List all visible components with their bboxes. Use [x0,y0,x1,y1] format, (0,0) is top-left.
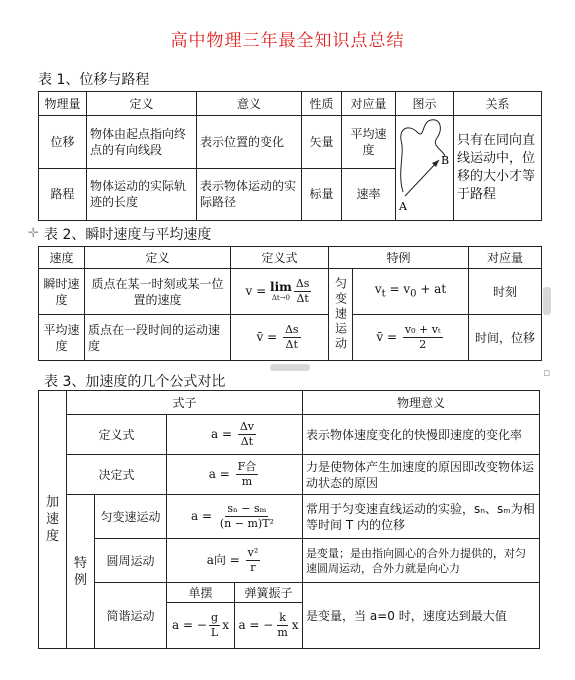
move-handle-icon[interactable]: ✛ [28,226,39,241]
t2-row-average-name: 平均速度 [39,315,85,361]
table3-caption: 表 3、加速度的几个公式对比 [44,374,226,390]
fraction [275,611,289,640]
t1-header-definition: 定义 [87,92,197,116]
point-a-label: A [398,200,407,213]
formula-lhs: a = [191,509,216,523]
denominator: Δt [296,292,309,305]
t1-header-quantity: 物理量 [39,92,87,116]
t1-row-distance-corresponding: 速率 [342,168,396,221]
t3-pendulum-formula [167,603,235,649]
t2-special-average-formula [353,315,469,361]
t1-row-displacement-name: 位移 [39,116,87,169]
t1-header-nature: 性质 [302,92,342,116]
t1-header-corresponding: 对应量 [342,92,396,116]
t1-row-displacement-meaning: 表示位置的变化 [197,116,302,169]
lim-word: lim [270,279,292,294]
t3-uniform-label: 匀变速运动 [95,495,167,539]
numerator: Δs [284,323,299,336]
t3-circular-label: 圆周运动 [95,539,167,583]
table1-caption: 表 1、位移与路程 [38,72,150,88]
fraction [238,420,256,449]
fraction [236,460,259,489]
t3-spring-label: 弹簧振子 [235,583,303,603]
t2-row-instant-corresponding: 时刻 [469,269,542,315]
t2-special-instant-formula [353,269,469,315]
fraction [218,502,276,531]
numerator: F合 [237,460,257,473]
t3-spring-formula [235,603,303,649]
table1 [38,91,542,221]
formula-lhs: a = − [172,618,207,632]
t3-pendulum-label: 单摆 [167,583,235,603]
t1-header-diagram: 图示 [396,92,454,116]
t2-header-special: 特例 [329,247,469,269]
t3-row-label-cell [39,391,67,649]
t3-header-formula: 式子 [67,391,303,415]
t3-decision-label: 决定式 [67,455,167,495]
t2-header-speed: 速度 [39,247,85,269]
corner-resize-icon[interactable]: ▫ [543,366,551,379]
t3-definition-label: 定义式 [67,415,167,455]
denominator: 2 [419,338,427,351]
t1-row-displacement-definition: 物体由起点指向终点的有向线段 [87,116,197,169]
t3-uniform-formula [167,495,303,539]
t2-special-label: 匀变速运动 [333,277,348,352]
plus-at: + at [416,281,447,296]
t3-decision-meaning: 力是使物体产生加速度的原因即改变物体运动状态的原因 [303,455,540,495]
side-scroll-handle[interactable] [543,287,551,315]
denominator: Δt [240,435,254,448]
t2-row-instant-definition: 质点在某一时刻或某一位置的速度 [85,269,231,315]
subscript-t: t [381,288,386,300]
numerator: v₀ + vₜ [404,323,441,336]
denominator: (n − m)T² [219,517,274,530]
numerator: Δv [239,420,255,433]
point-b-label: B [440,154,449,167]
table2 [38,246,542,361]
t1-diagram-cell [396,116,454,221]
numerator: g [211,611,219,624]
variable-x: x [222,618,229,632]
subscript-0: 0 [410,288,417,300]
t1-header-meaning: 意义 [197,92,302,116]
t2-header-definition: 定义 [85,247,231,269]
denominator: m [277,626,288,639]
trajectory-curve [400,120,444,192]
t1-header-relation: 关系 [454,92,542,116]
table2-caption: 表 2、瞬时速度与平均速度 [44,227,212,243]
numerator: v² [247,546,259,559]
path-diagram [397,116,453,216]
t3-definition-formula [167,415,303,455]
t2-row-instant-name: 瞬时速度 [39,269,85,315]
formula-lhs: v̄ = [376,330,401,344]
fraction [283,323,301,352]
denominator: Δt [285,338,298,351]
t1-row-displacement-corresponding: 平均速度 [342,116,396,169]
equals-v: = v [385,281,411,296]
page-title: 高中物理三年最全知识点总结 [170,31,405,51]
t3-harmonic-label: 简谐运动 [95,583,167,649]
denominator: r [250,561,256,574]
fraction [246,546,261,575]
t3-definition-meaning: 表示物体速度变化的快慢即速度的变化率 [303,415,540,455]
lim-subscript: Δt→0 [271,293,291,302]
displacement-arrow [405,160,439,196]
fraction [209,611,220,640]
formula-lhs: v = [245,284,271,298]
t3-circular-meaning: 是变量；是由指向圆心的合外力提供的，对匀速圆周运动，合外力就是向心力 [303,539,540,583]
t1-row-distance-meaning: 表示物体运动的实际路径 [197,168,302,221]
formula-lhs: a = − [238,618,274,632]
numerator: Δs [295,277,310,290]
t2-special-label-cell [329,269,353,361]
bottom-resize-handle[interactable] [270,364,310,371]
t1-row-distance-nature: 标量 [302,168,342,221]
t3-harmonic-meaning: 是变量，当 a=0 时，速度达到最大值 [303,583,540,649]
t2-row-average-corresponding: 时间，位移 [469,315,542,361]
t2-header-formula: 定义式 [231,247,329,269]
table3 [38,390,540,649]
formula-lhs: v̄ = [256,330,281,344]
t2-row-instant-formula [231,269,329,315]
formula-lhs: a = [211,427,236,441]
v-symbol: v [374,281,382,296]
t3-circular-formula [167,539,303,583]
t1-relation: 只有在同向直线运动中，位移的大小才等于路程 [454,116,542,221]
t2-row-average-formula [231,315,329,361]
denominator: L [210,626,219,639]
denominator: m [241,475,253,488]
fraction [294,277,312,306]
t3-special-label-cell [67,495,95,649]
t1-row-distance-name: 路程 [39,168,87,221]
t3-uniform-meaning: 常用于匀变速直线运动的实验，sₙ、sₘ为相等时间 T 内的位移 [303,495,540,539]
t2-row-average-definition: 质点在一段时间的运动速度 [85,315,231,361]
t3-header-meaning: 物理意义 [303,391,540,415]
variable-x: x [291,618,299,632]
t2-header-corresponding: 对应量 [469,247,542,269]
t3-row-label: 加速度 [45,495,59,544]
fraction [403,323,443,352]
limit-operator [270,281,292,303]
formula-lhs: a向 = [206,553,244,567]
formula-lhs: a = [208,467,234,481]
t1-row-distance-definition: 物体运动的实际轨迹的长度 [87,168,197,221]
t3-special-label: 特例 [73,555,87,588]
t1-row-displacement-nature: 矢量 [302,116,342,169]
numerator: k [279,611,286,624]
t3-decision-formula [167,455,303,495]
numerator: sₙ − sₘ [227,502,267,515]
